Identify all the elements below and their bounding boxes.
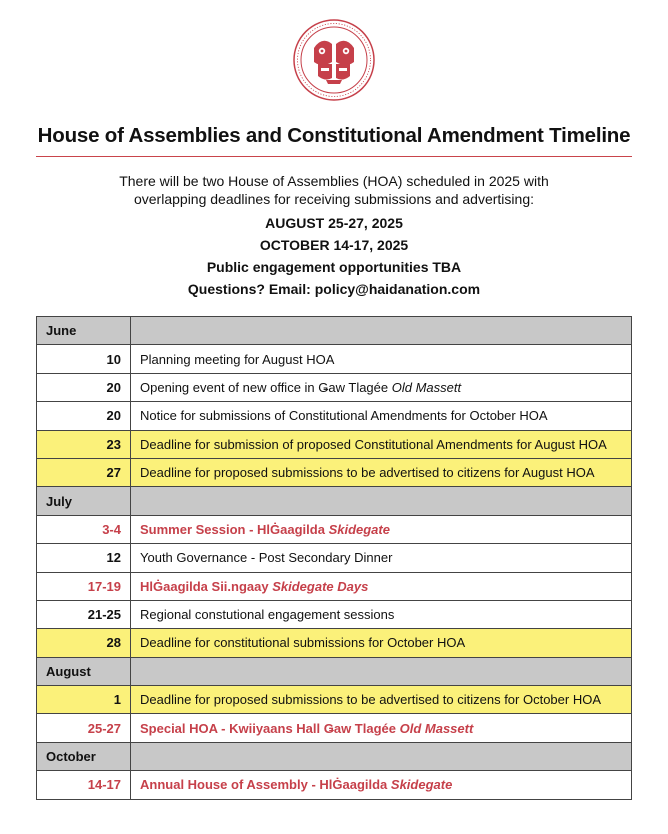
month-label: July [37, 487, 131, 515]
row-description: Youth Governance - Post Secondary Dinner [131, 544, 632, 572]
row-description: Planning meeting for August HOA [131, 345, 632, 373]
table-row-deadline [37, 629, 632, 657]
row-date: 12 [37, 544, 131, 572]
month-label: August [37, 657, 131, 685]
intro-line-1: There will be two House of Assemblies (HOA) scheduled in 2025 with [119, 173, 549, 189]
place-name-italic: Skidegate Days [272, 578, 369, 594]
row-description: Special HOA - Kwiiyaans Hall Ǥaw Tlagée Old Massett [131, 714, 632, 742]
questions-email: Questions? Email: policy@haidanation.com [187, 281, 481, 297]
table-row [37, 373, 632, 401]
month-label: October [37, 742, 131, 770]
row-description: Annual House of Assembly - HlĠaagilda Skidegate [131, 771, 632, 799]
row-date: 20 [37, 402, 131, 430]
table-row-event [37, 771, 632, 799]
row-description: Deadline for constitutional submissions for October HOA [131, 629, 632, 657]
engagement-note: Public engagement opportunities TBA [206, 259, 462, 275]
table-row-event [37, 714, 632, 742]
hoa-date-august: AUGUST 25-27, 2025 [265, 215, 403, 231]
row-date: 20 [37, 373, 131, 401]
month-row-august [37, 657, 632, 685]
row-date: 28 [37, 629, 131, 657]
row-description: Summer Session - HlĠaagilda Skidegate [131, 515, 632, 543]
place-name-italic: Old Massett [391, 379, 462, 395]
row-date: 14-17 [37, 771, 131, 799]
table-row [37, 402, 632, 430]
haida-nation-seal-logo [292, 18, 376, 102]
hoa-date-october: OCTOBER 14-17, 2025 [259, 237, 409, 253]
row-date: 23 [37, 430, 131, 458]
row-date: 1 [37, 686, 131, 714]
row-date: 17-19 [37, 572, 131, 600]
row-description: Notice for submissions of Constitutional Amendments for October HOA [131, 402, 632, 430]
row-date: 10 [37, 345, 131, 373]
row-description: Deadline for proposed submissions to be advertised to citizens for October HOA [131, 686, 632, 714]
row-date: 3-4 [37, 515, 131, 543]
table-row-event [37, 572, 632, 600]
row-description: Deadline for proposed submissions to be advertised to citizens for August HOA [131, 458, 632, 486]
title-divider [36, 156, 632, 157]
timeline-table [36, 316, 632, 800]
month-row-june [37, 317, 632, 345]
place-name-italic: Skidegate [328, 521, 390, 537]
table-row-deadline [37, 430, 632, 458]
place-name-italic: Skidegate [390, 777, 453, 793]
month-row-october [37, 742, 632, 770]
row-date: 27 [37, 458, 131, 486]
page-title: House of Assemblies and Constitutional Amendment Timeline [37, 124, 631, 147]
table-row-event [37, 515, 632, 543]
row-date: 25-27 [37, 714, 131, 742]
place-name-italic: Old Massett [399, 720, 474, 736]
row-description: Opening event of new office in Ǥaw Tlagée Old Massett [131, 373, 632, 401]
intro-line-2: overlapping deadlines for receiving submissions and advertising: [133, 191, 534, 207]
table-row-deadline [37, 458, 632, 486]
table-row [37, 345, 632, 373]
table-row [37, 600, 632, 628]
row-description: Regional constutional engagement sessions [131, 600, 632, 628]
table-row-deadline [37, 686, 632, 714]
row-description: Deadline for submission of proposed Constitutional Amendments for August HOA [131, 430, 632, 458]
month-row-july [37, 487, 632, 515]
row-date: 21-25 [37, 600, 131, 628]
table-row [37, 544, 632, 572]
month-label: June [37, 317, 131, 345]
row-description: HlĠaagilda Sii.ngaay Skidegate Days [131, 572, 632, 600]
